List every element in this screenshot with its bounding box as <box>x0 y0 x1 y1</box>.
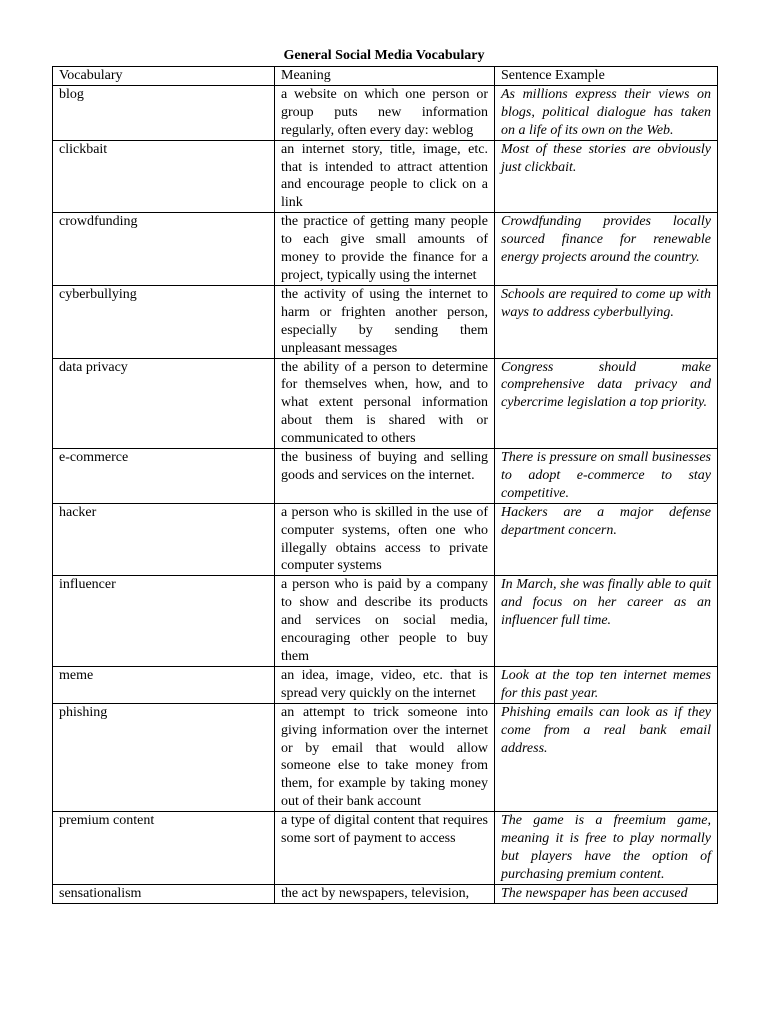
table-row <box>53 213 718 286</box>
vocabulary-word: clickbait <box>53 140 275 213</box>
document-title: General Social Media Vocabulary <box>283 48 485 63</box>
vocabulary-word: influencer <box>53 576 275 667</box>
meaning-text: the practice of getting many people to each give small amounts of money to provide the finance for a project, typically using the internet <box>275 213 495 286</box>
meaning-text: an idea, image, video, etc. that is spread very quickly on the internet <box>275 666 495 703</box>
vocabulary-word: hacker <box>53 503 275 576</box>
sentence-example: In March, she was finally able to quit and focus on her career as an influencer full time. <box>495 576 718 667</box>
table-row <box>53 285 718 358</box>
sentence-example: The newspaper has been accused <box>495 884 718 903</box>
table-row <box>53 703 718 811</box>
vocabulary-word: e-commerce <box>53 449 275 504</box>
table-row <box>53 503 718 576</box>
table-row <box>53 576 718 667</box>
header-vocabulary: Vocabulary <box>53 67 275 86</box>
sentence-example: As millions express their views on blogs, political dialogue has taken on a life of its own on the Web. <box>495 85 718 140</box>
sentence-example: Phishing emails can look as if they come from a real bank email address. <box>495 703 718 811</box>
vocabulary-word: meme <box>53 666 275 703</box>
meaning-text: a person who is paid by a company to show and describe its products and services on social media, encouraging other people to buy them <box>275 576 495 667</box>
vocabulary-word: sensationalism <box>53 884 275 903</box>
sentence-example: The game is a freemium game, meaning it is free to play normally but players have the option of purchasing premium content. <box>495 812 718 885</box>
sentence-example: Crowdfunding provides locally sourced finance for renewable energy projects around the country. <box>495 213 718 286</box>
table-header-row <box>53 67 718 86</box>
table-row <box>53 812 718 885</box>
sentence-example: There is pressure on small businesses to adopt e-commerce to stay competitive. <box>495 449 718 504</box>
table-row <box>53 85 718 140</box>
meaning-text: a website on which one person or group puts new information regularly, often every day: weblog <box>275 85 495 140</box>
table-row <box>53 666 718 703</box>
meaning-text: a type of digital content that requires some sort of payment to access <box>275 812 495 885</box>
meaning-text: a person who is skilled in the use of computer systems, often one who illegally obtains access to private computer systems <box>275 503 495 576</box>
vocabulary-word: cyberbullying <box>53 285 275 358</box>
sentence-example: Most of these stories are obviously just clickbait. <box>495 140 718 213</box>
meaning-text: the ability of a person to determine for themselves when, how, and to what extent personal information about them is shared with or communicated to others <box>275 358 495 449</box>
sentence-example: Congress should make comprehensive data privacy and cybercrime legislation a top priority. <box>495 358 718 449</box>
sentence-example: Look at the top ten internet memes for this past year. <box>495 666 718 703</box>
vocabulary-word: premium content <box>53 812 275 885</box>
header-sentence-example: Sentence Example <box>495 67 718 86</box>
vocabulary-word: crowdfunding <box>53 213 275 286</box>
meaning-text: an internet story, title, image, etc. that is intended to attract attention and encourage people to click on a link <box>275 140 495 213</box>
sentence-example: Hackers are a major defense department concern. <box>495 503 718 576</box>
vocabulary-word: phishing <box>53 703 275 811</box>
sentence-example: Schools are required to come up with ways to address cyberbullying. <box>495 285 718 358</box>
table-row <box>53 140 718 213</box>
meaning-text: an attempt to trick someone into giving information over the internet or by email that would allow someone else to take money from them, for example by taking money out of their bank account <box>275 703 495 811</box>
table-row <box>53 884 718 903</box>
vocabulary-table <box>52 66 718 904</box>
vocabulary-word: data privacy <box>53 358 275 449</box>
header-meaning: Meaning <box>275 67 495 86</box>
meaning-text: the business of buying and selling goods and services on the internet. <box>275 449 495 504</box>
table-row <box>53 358 718 449</box>
vocabulary-word: blog <box>53 85 275 140</box>
meaning-text: the act by newspapers, television, <box>275 884 495 903</box>
table-row <box>53 449 718 504</box>
meaning-text: the activity of using the internet to harm or frighten another person, especially by sending them unpleasant messages <box>275 285 495 358</box>
